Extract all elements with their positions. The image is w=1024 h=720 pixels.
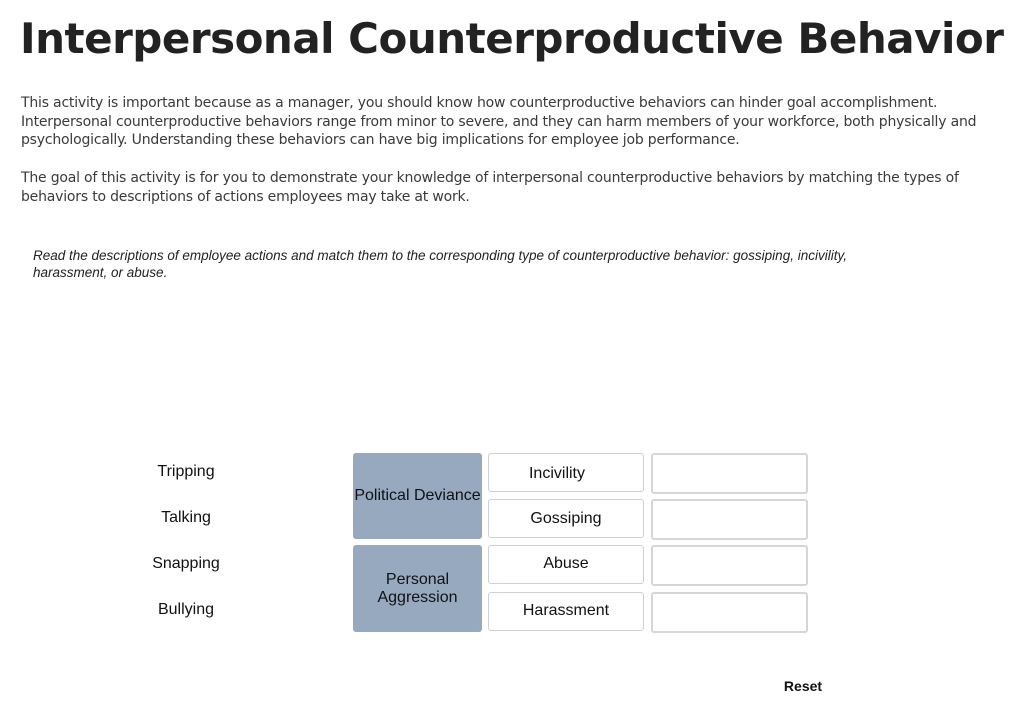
answer-drop-zone-2[interactable] (651, 499, 808, 540)
answer-drop-zone-3[interactable] (651, 545, 808, 586)
draggable-action-tripping[interactable]: Tripping (157, 463, 215, 480)
behavior-type-gossiping (488, 499, 644, 538)
activity-instructions: Read the descriptions of employee actions and match them to the corresponding type of counterproductive behavior: gossiping, incivility, harassment, or abuse. (33, 248, 847, 280)
category-label-personal-aggression: Personal Aggression (377, 570, 458, 606)
answer-drop-zone-1[interactable] (651, 453, 808, 494)
category-label-political-deviance: Political Deviance (354, 487, 481, 504)
draggable-action-bullying[interactable]: Bullying (157, 601, 215, 618)
behavior-type-harassment (488, 592, 644, 631)
page-title: Interpersonal Counterproductive Behavior (20, 14, 1004, 63)
behavior-type-label: Incivility (528, 465, 585, 482)
intro-paragraph-goal: The goal of this activity is for you to demonstrate your knowledge of interpersonal counterproductive behaviors by matching the types of behaviors to descriptions of actions employees may take at work. (21, 170, 959, 205)
draggable-action-snapping[interactable]: Snapping (152, 555, 220, 572)
draggable-action-talking[interactable]: Talking (161, 509, 211, 526)
behavior-type-label: Harassment (522, 602, 610, 619)
intro-paragraph-importance: This activity is important because as a manager, you should know how counterproductive behaviors can hinder goal accomplishment. Interpersonal counterproductive behaviors range from minor to severe, and they can harm members of your workforce, both physically and psychologically. Understanding these behaviors can have big implications for employee job performance. (21, 95, 977, 149)
behavior-type-label: Gossiping (530, 510, 602, 527)
behavior-type-abuse (488, 545, 644, 584)
reset-button[interactable]: Reset (770, 676, 836, 696)
answer-drop-zone-4[interactable] (651, 592, 808, 633)
category-personal-aggression (353, 545, 482, 632)
behavior-type-label: Abuse (543, 555, 589, 572)
behavior-type-incivility (488, 453, 644, 492)
category-political-deviance (353, 453, 482, 539)
